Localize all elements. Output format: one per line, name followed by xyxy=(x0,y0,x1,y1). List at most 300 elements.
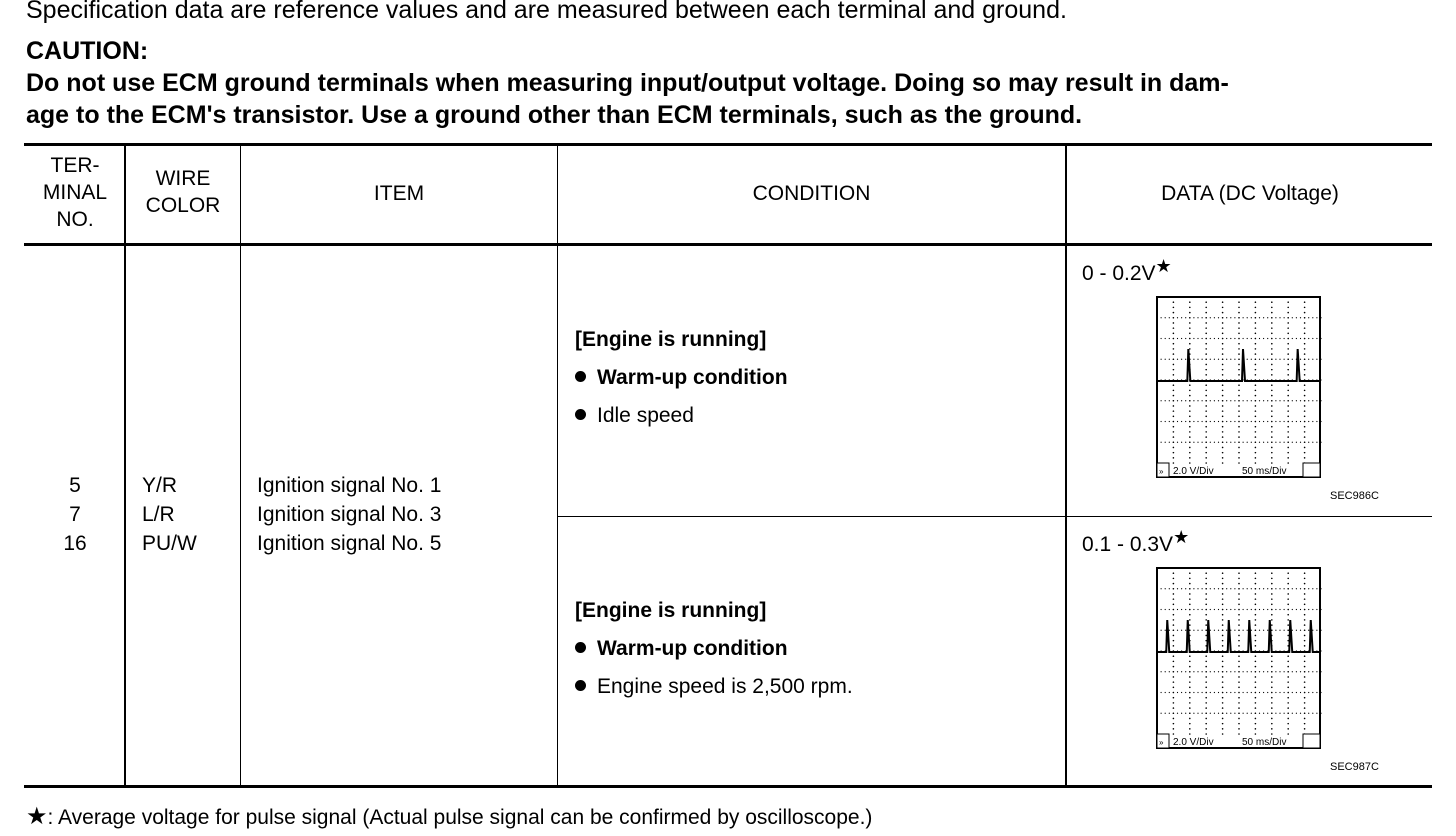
scope-grid-dot xyxy=(1156,421,1157,422)
scope-grid-dot xyxy=(1238,426,1240,428)
scope-grid-dot xyxy=(1173,410,1175,412)
scope-grid-dot xyxy=(1222,405,1224,407)
scope-grid-dot xyxy=(1320,630,1321,631)
scope-grid-dot xyxy=(1169,671,1170,672)
scope-grid-dot xyxy=(1304,645,1306,647)
scope-grid-dot xyxy=(1161,317,1162,318)
scope-grid-dot xyxy=(1222,692,1223,693)
scope-grid-dot xyxy=(1222,593,1224,595)
scope-grid-dot xyxy=(1296,317,1297,318)
scope-grid-dot xyxy=(1300,338,1301,339)
scope-grid-dot xyxy=(1222,687,1224,689)
scope-grid-dot xyxy=(1189,442,1190,443)
scope-grid-dot xyxy=(1165,713,1166,714)
scope-grid-dot xyxy=(1193,359,1194,360)
scope-grid-dot xyxy=(1238,457,1240,459)
scope-grid-dot xyxy=(1271,572,1273,574)
scope-grid-dot xyxy=(1238,421,1239,422)
scope-grid-dot xyxy=(1287,369,1289,371)
scope-grid-dot xyxy=(1304,348,1306,350)
scope-grid-dot xyxy=(1238,312,1240,314)
scope-grid-dot xyxy=(1275,609,1276,610)
scope-grid-dot xyxy=(1271,426,1273,428)
scope-grid-dot xyxy=(1259,630,1260,631)
scope-grid-dot xyxy=(1287,614,1289,616)
scope-grid-dot xyxy=(1205,619,1207,621)
scope-grid-dot xyxy=(1222,728,1224,730)
scope-grid-dot xyxy=(1173,723,1175,725)
scope-grid-dot xyxy=(1222,733,1224,735)
scope-grid-dot xyxy=(1222,713,1223,714)
scope-grid-dot xyxy=(1222,452,1224,454)
scope-grid-dot xyxy=(1197,359,1198,360)
scope-grid-dot xyxy=(1271,405,1273,407)
star-icon: ★ xyxy=(1155,256,1172,276)
scope-grid-dot xyxy=(1205,369,1207,371)
scope-grid-dot xyxy=(1218,588,1219,589)
scope-grid-dot xyxy=(1255,447,1257,449)
scope-grid-dot xyxy=(1238,364,1240,366)
scope-grid-dot xyxy=(1173,588,1174,589)
scope-grid-dot xyxy=(1243,338,1244,339)
scope-grid-dot xyxy=(1304,452,1306,454)
scope-grid-dot xyxy=(1255,462,1257,464)
scope-grid-dot xyxy=(1304,436,1306,438)
scope-grid-dot xyxy=(1287,593,1289,595)
scope-grid-dot xyxy=(1205,614,1207,616)
scope-grid-dot xyxy=(1218,421,1219,422)
scope-grid-dot xyxy=(1189,676,1191,678)
scope-grid-dot xyxy=(1222,447,1224,449)
scope-grid-dot xyxy=(1255,452,1257,454)
scope-grid-dot xyxy=(1165,442,1166,443)
scope-grid-dot xyxy=(1173,593,1175,595)
scope-grid-dot xyxy=(1230,588,1231,589)
scope-grid-dot xyxy=(1222,400,1223,401)
table-bottom-border xyxy=(24,785,1432,788)
scope-grid-dot xyxy=(1255,681,1257,683)
star-icon: ★ xyxy=(26,803,48,830)
scope-grid-dot xyxy=(1173,359,1174,360)
scope-grid-dot xyxy=(1202,400,1203,401)
scope-grid-dot xyxy=(1156,588,1157,589)
scope-grid-dot xyxy=(1287,655,1289,657)
scope-grid-dot xyxy=(1238,322,1240,324)
scope-grid-dot xyxy=(1292,338,1293,339)
scope-grid-dot xyxy=(1263,630,1264,631)
scope-grid-dot xyxy=(1189,395,1191,397)
scope-grid-dot xyxy=(1156,692,1157,693)
scope-grid-dot xyxy=(1279,630,1280,631)
scope-grid-dot xyxy=(1287,687,1289,689)
scope-grid-dot xyxy=(1308,421,1309,422)
scope-grid-dot xyxy=(1202,609,1203,610)
scope-grid-dot xyxy=(1185,317,1186,318)
scope-volt-div-label: 2.0 V/Div xyxy=(1173,466,1214,477)
scope-grid-dot xyxy=(1287,436,1289,438)
scope-grid-dot xyxy=(1205,604,1207,606)
scope-grid-dot xyxy=(1222,635,1224,637)
scope-grid-dot xyxy=(1255,359,1256,360)
scope-grid-dot xyxy=(1173,353,1175,355)
scope-grid-dot xyxy=(1214,671,1215,672)
scope-grid-dot xyxy=(1205,598,1207,600)
scope-grid-dot xyxy=(1292,671,1293,672)
scope-grid-dot xyxy=(1202,421,1203,422)
scope-grid-dot xyxy=(1181,630,1182,631)
scope-grid-dot xyxy=(1243,442,1244,443)
column-divider-1 xyxy=(124,146,126,786)
header-wire-color xyxy=(126,165,240,219)
scope-grid-dot xyxy=(1255,578,1257,580)
scope-grid-dot xyxy=(1312,442,1313,443)
scope-grid-dot xyxy=(1304,567,1306,569)
scope-grid-dot xyxy=(1284,588,1285,589)
scope-grid-dot xyxy=(1169,359,1170,360)
scope-grid-dot xyxy=(1214,359,1215,360)
scope-grid-dot xyxy=(1156,671,1157,672)
scope-grid-dot xyxy=(1189,426,1191,428)
scope-grid-dot xyxy=(1173,457,1175,459)
scope-mode-icon: » xyxy=(1159,738,1164,747)
scope-grid-dot xyxy=(1189,384,1191,386)
scope-grid-dot xyxy=(1284,713,1285,714)
scope-grid-dot xyxy=(1287,452,1289,454)
scope-grid-dot xyxy=(1243,609,1244,610)
scope-grid-dot xyxy=(1173,619,1175,621)
scope-grid-dot xyxy=(1238,718,1240,720)
scope-grid-dot xyxy=(1247,442,1248,443)
scope-grid-dot xyxy=(1271,578,1273,580)
column-divider-2 xyxy=(240,146,241,786)
scope-grid-dot xyxy=(1226,400,1227,401)
scope-grid-dot xyxy=(1304,572,1306,574)
star-icon: ★ xyxy=(1173,527,1190,547)
scope-grid-dot xyxy=(1205,452,1207,454)
scope-grid-dot xyxy=(1189,416,1191,418)
table-header-border xyxy=(24,243,1432,246)
scope-grid-dot xyxy=(1259,713,1260,714)
scope-grid-dot xyxy=(1263,317,1264,318)
scope-grid-dot xyxy=(1156,359,1157,360)
scope-grid-dot xyxy=(1292,713,1293,714)
scope-grid-dot xyxy=(1267,609,1268,610)
scope-grid-dot xyxy=(1271,609,1272,610)
scope-grid-dot xyxy=(1173,462,1175,464)
scope-grid-dot xyxy=(1205,307,1207,309)
scope-grid-dot xyxy=(1169,442,1170,443)
scope-grid-dot xyxy=(1267,630,1268,631)
scope-grid-dot xyxy=(1271,452,1273,454)
scope-grid-dot xyxy=(1156,338,1157,339)
scope-grid-dot xyxy=(1255,630,1256,631)
scope-grid-dot xyxy=(1255,655,1257,657)
scope-grid-dot xyxy=(1284,338,1285,339)
scope-grid-dot xyxy=(1210,671,1211,672)
scope-grid-dot xyxy=(1320,359,1321,360)
scope-time-div-label: 50 ms/Div xyxy=(1242,466,1287,477)
scope-grid-dot xyxy=(1271,296,1273,298)
scope-grid-dot xyxy=(1205,431,1207,433)
scope-grid-dot xyxy=(1230,713,1231,714)
scope-grid-dot xyxy=(1173,405,1175,407)
scope-grid-dot xyxy=(1238,624,1240,626)
scope-grid-dot xyxy=(1255,624,1257,626)
scope-grid-dot xyxy=(1156,442,1157,443)
scope-grid-dot xyxy=(1189,400,1190,401)
scope-grid-dot xyxy=(1234,442,1235,443)
scope-grid-dot xyxy=(1279,359,1280,360)
scope-grid-dot xyxy=(1230,671,1231,672)
scope-grid-dot xyxy=(1255,671,1256,672)
scope-grid-dot xyxy=(1189,723,1191,725)
scope-grid-dot xyxy=(1238,447,1240,449)
scope-grid-dot xyxy=(1173,681,1175,683)
scope-grid-dot xyxy=(1222,322,1224,324)
scope-grid-dot xyxy=(1238,452,1240,454)
scope-grid-dot xyxy=(1255,728,1257,730)
scope-grid-dot xyxy=(1238,635,1240,637)
scope-grid-dot xyxy=(1263,713,1264,714)
scope-grid-dot xyxy=(1271,369,1273,371)
scope-grid-dot xyxy=(1255,400,1256,401)
scope-grid-dot xyxy=(1189,327,1191,329)
scope-grid-dot xyxy=(1193,317,1194,318)
scope-grid-dot xyxy=(1275,588,1276,589)
scope-grid-dot xyxy=(1312,692,1313,693)
scope-grid-dot xyxy=(1287,322,1289,324)
scope-grid-dot xyxy=(1222,359,1223,360)
scope-grid-dot xyxy=(1185,338,1186,339)
scope-grid-dot xyxy=(1230,421,1231,422)
condition-bullet-text: Idle speed xyxy=(597,404,694,427)
scope-grid-dot xyxy=(1275,713,1276,714)
scope-grid-dot xyxy=(1287,728,1289,730)
scope-grid-dot xyxy=(1197,671,1198,672)
scope-grid-dot xyxy=(1304,697,1306,699)
scope-grid-dot xyxy=(1255,296,1257,298)
bullet-dot-icon xyxy=(575,371,586,382)
scope-grid-dot xyxy=(1271,718,1273,720)
scope-grid-dot xyxy=(1238,661,1240,663)
scope-grid-dot xyxy=(1296,609,1297,610)
scope-grid-dot xyxy=(1161,338,1162,339)
scope-grid-dot xyxy=(1222,353,1224,355)
scope-grid-dot xyxy=(1222,348,1224,350)
scope-grid-dot xyxy=(1165,588,1166,589)
scope-grid-dot xyxy=(1177,317,1178,318)
scope-grid-dot xyxy=(1205,343,1207,345)
scope-grid-dot xyxy=(1189,661,1191,663)
scope-grid-dot xyxy=(1263,359,1264,360)
scope-grid-dot xyxy=(1202,630,1203,631)
scope-grid-dot xyxy=(1300,317,1301,318)
scope-grid-dot xyxy=(1255,713,1256,714)
scope-grid-dot xyxy=(1255,707,1257,709)
scope-grid-dot xyxy=(1189,702,1191,704)
scope-grid-dot xyxy=(1177,609,1178,610)
scope-grid-dot xyxy=(1304,707,1306,709)
scope-grid-dot xyxy=(1173,327,1175,329)
terminal-no: 5 xyxy=(69,474,81,497)
scope-grid-dot xyxy=(1202,317,1203,318)
scope-grid-dot xyxy=(1255,426,1257,428)
scope-grid-dot xyxy=(1210,359,1211,360)
scope-grid-dot xyxy=(1226,421,1227,422)
scope-grid-dot xyxy=(1238,666,1240,668)
scope-grid-dot xyxy=(1197,713,1198,714)
scope-grid-dot xyxy=(1251,421,1252,422)
scope-grid-dot xyxy=(1312,713,1313,714)
scope-grid-dot xyxy=(1271,400,1272,401)
scope-grid-dot xyxy=(1189,410,1191,412)
scope-grid-dot xyxy=(1189,322,1191,324)
scope-grid-dot xyxy=(1222,312,1224,314)
scope-grid-dot xyxy=(1173,421,1174,422)
scope-grid-dot xyxy=(1222,384,1224,386)
scope-grid-dot xyxy=(1287,333,1289,335)
header-terminal-line-3: NO. xyxy=(56,208,94,231)
scope-grid-dot xyxy=(1189,593,1191,595)
scope-grid-dot xyxy=(1238,343,1240,345)
scope-grid-dot xyxy=(1320,400,1321,401)
scope-grid-dot xyxy=(1308,588,1309,589)
scope-grid-dot xyxy=(1205,687,1207,689)
scope-grid-dot xyxy=(1316,317,1317,318)
scope-grid-dot xyxy=(1316,692,1317,693)
scope-grid-dot xyxy=(1304,447,1306,449)
scope-grid-dot xyxy=(1271,681,1273,683)
scope-grid-dot xyxy=(1173,707,1175,709)
scope-frame xyxy=(1157,568,1320,748)
scope-grid-dot xyxy=(1255,322,1257,324)
scope-grid-dot xyxy=(1312,609,1313,610)
scope-grid-dot xyxy=(1287,301,1289,303)
scope-grid-dot xyxy=(1287,384,1289,386)
footnote-text: : Average voltage for pulse signal (Actual pulse signal can be confirmed by oscilloscope.) xyxy=(47,806,873,829)
scope-grid-dot xyxy=(1304,333,1306,335)
scope-grid-dot xyxy=(1197,588,1198,589)
scope-grid-dot xyxy=(1287,395,1289,397)
scope-grid-dot xyxy=(1238,333,1240,335)
scope-grid-dot xyxy=(1222,702,1224,704)
scope-grid-dot xyxy=(1320,692,1321,693)
scope-grid-dot xyxy=(1255,457,1257,459)
scope-grid-dot xyxy=(1320,609,1321,610)
oscilloscope-waveform-idle xyxy=(1156,296,1322,479)
scope-grid-dot xyxy=(1206,713,1207,714)
scope-grid-dot xyxy=(1279,588,1280,589)
scope-grid-dot xyxy=(1316,713,1317,714)
scope-grid-dot xyxy=(1292,400,1293,401)
scope-grid-dot xyxy=(1222,307,1224,309)
scope-grid-dot xyxy=(1189,733,1191,735)
scope-grid-dot xyxy=(1308,609,1309,610)
scope-grid-dot xyxy=(1271,733,1273,735)
scope-grid-dot xyxy=(1214,338,1215,339)
scope-grid-dot xyxy=(1222,436,1224,438)
scope-grid-dot xyxy=(1238,702,1240,704)
scope-grid-dot xyxy=(1161,713,1162,714)
scope-grid-dot xyxy=(1222,572,1224,574)
scope-grid-dot xyxy=(1296,442,1297,443)
scope-grid-dot xyxy=(1210,338,1211,339)
scope-grid-dot xyxy=(1255,364,1257,366)
scope-grid-dot xyxy=(1308,359,1309,360)
scope-grid-dot xyxy=(1189,338,1190,339)
caution-title: CAUTION: xyxy=(26,37,149,65)
scope-grid-dot xyxy=(1205,416,1207,418)
scope-grid-dot xyxy=(1287,410,1289,412)
scope-grid-dot xyxy=(1304,702,1306,704)
scope-grid-dot xyxy=(1189,609,1190,610)
scope-grid-dot xyxy=(1251,713,1252,714)
scope-grid-dot xyxy=(1238,593,1240,595)
scope-grid-dot xyxy=(1230,317,1231,318)
scope-grid-dot xyxy=(1259,359,1260,360)
scope-grid-dot xyxy=(1185,671,1186,672)
scope-grid-dot xyxy=(1222,604,1224,606)
scope-grid-dot xyxy=(1255,604,1257,606)
scope-grid-dot xyxy=(1197,692,1198,693)
bullet-dot-icon xyxy=(575,680,586,691)
scope-grid-dot xyxy=(1238,697,1240,699)
scope-grid-dot xyxy=(1214,630,1215,631)
scope-grid-dot xyxy=(1222,301,1224,303)
scope-grid-dot xyxy=(1267,442,1268,443)
scope-grid-dot xyxy=(1173,728,1175,730)
scope-grid-dot xyxy=(1247,609,1248,610)
scope-mode-icon: » xyxy=(1159,467,1164,476)
scope-grid-dot xyxy=(1284,359,1285,360)
scope-grid-dot xyxy=(1205,661,1207,663)
scope-grid-dot xyxy=(1177,359,1178,360)
scope-grid-dot xyxy=(1296,400,1297,401)
scope-grid-dot xyxy=(1271,447,1273,449)
table-top-border xyxy=(24,143,1432,146)
scope-grid-dot xyxy=(1304,624,1306,626)
scope-grid-dot xyxy=(1288,713,1289,714)
scope-grid-dot xyxy=(1275,442,1276,443)
scope-grid-dot xyxy=(1226,317,1227,318)
scope-grid-dot xyxy=(1304,301,1306,303)
scope-grid-dot xyxy=(1255,395,1257,397)
scope-grid-dot xyxy=(1238,687,1240,689)
scope-grid-dot xyxy=(1238,645,1240,647)
scope-grid-dot xyxy=(1312,588,1313,589)
scope-grid-dot xyxy=(1243,421,1244,422)
scope-grid-dot xyxy=(1177,400,1178,401)
scope-grid-dot xyxy=(1193,630,1194,631)
scope-grid-dot xyxy=(1287,598,1289,600)
scope-grid-dot xyxy=(1304,578,1306,580)
scope-grid-dot xyxy=(1173,572,1175,574)
scope-grid-dot xyxy=(1287,733,1289,735)
scope-grid-dot xyxy=(1300,400,1301,401)
scope-grid-dot xyxy=(1288,317,1289,318)
scope-grid-dot xyxy=(1205,578,1207,580)
scope-grid-dot xyxy=(1173,333,1175,335)
scope-grid-dot xyxy=(1304,692,1305,693)
scope-grid-dot xyxy=(1320,317,1321,318)
scope-grid-dot xyxy=(1169,588,1170,589)
wire-color: L/R xyxy=(142,503,175,526)
item-name: Ignition signal No. 3 xyxy=(257,503,442,526)
scope-grid-dot xyxy=(1238,410,1240,412)
scope-grid-dot xyxy=(1287,364,1289,366)
scope-grid-dot xyxy=(1255,374,1257,376)
scope-grid-dot xyxy=(1189,718,1191,720)
